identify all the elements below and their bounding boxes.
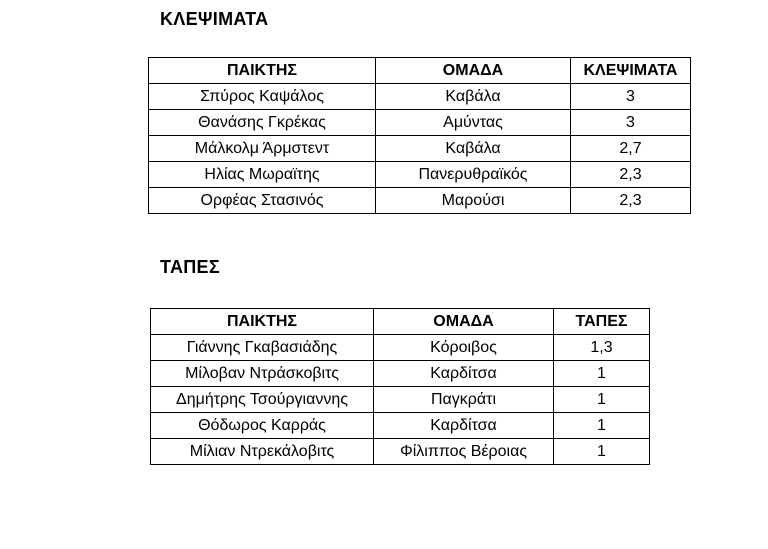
header-player: ΠΑΙΚΤΗΣ xyxy=(149,58,376,84)
header-player: ΠΑΙΚΤΗΣ xyxy=(151,309,374,335)
team-cell: Πανερυθραϊκός xyxy=(376,162,571,188)
table-row xyxy=(151,361,650,387)
player-cell: Σπύρος Καψάλος xyxy=(149,84,376,110)
table-row xyxy=(149,110,691,136)
stat-cell: 3 xyxy=(571,84,691,110)
player-cell: Ηλίας Μωραϊτης xyxy=(149,162,376,188)
stat-cell: 2,3 xyxy=(571,162,691,188)
player-cell: Μίλοβαν Ντράσκοβιτς xyxy=(151,361,374,387)
header-steals: ΚΛΕΨΙΜΑΤΑ xyxy=(571,58,691,84)
team-cell: Αμύντας xyxy=(376,110,571,136)
player-cell: Μάλκολμ Άρμστεντ xyxy=(149,136,376,162)
stat-cell: 1 xyxy=(554,439,650,465)
table-row xyxy=(151,439,650,465)
table-row xyxy=(149,188,691,214)
team-cell: Κόροιβος xyxy=(374,335,554,361)
team-cell: Παγκράτι xyxy=(374,387,554,413)
stat-cell: 1 xyxy=(554,413,650,439)
team-cell: Φίλιππος Βέροιας xyxy=(374,439,554,465)
player-cell: Μίλιαν Ντρεκάλοβιτς xyxy=(151,439,374,465)
stat-cell: 2,7 xyxy=(571,136,691,162)
blocks-table-body xyxy=(151,335,650,465)
steals-table-header-row xyxy=(149,58,691,84)
team-cell: Καρδίτσα xyxy=(374,413,554,439)
blocks-table xyxy=(150,308,650,465)
stat-cell: 1 xyxy=(554,387,650,413)
team-cell: Μαρούσι xyxy=(376,188,571,214)
steals-section-title: ΚΛΕΨΙΜΑΤΑ xyxy=(160,9,269,29)
stat-cell: 1,3 xyxy=(554,335,650,361)
team-cell: Καβάλα xyxy=(376,136,571,162)
team-cell: Καρδίτσα xyxy=(374,361,554,387)
player-cell: Δημήτρης Τσούργιαννης xyxy=(151,387,374,413)
player-cell: Θόδωρος Καρράς xyxy=(151,413,374,439)
team-cell: Καβάλα xyxy=(376,84,571,110)
table-row xyxy=(151,387,650,413)
stat-cell: 1 xyxy=(554,361,650,387)
table-row xyxy=(151,335,650,361)
blocks-section-title: ΤΑΠΕΣ xyxy=(160,257,220,277)
blocks-table-header-row xyxy=(151,309,650,335)
table-row xyxy=(149,162,691,188)
table-row xyxy=(149,136,691,162)
stat-cell: 2,3 xyxy=(571,188,691,214)
player-cell: Θανάσης Γκρέκας xyxy=(149,110,376,136)
table-row xyxy=(151,413,650,439)
stat-cell: 3 xyxy=(571,110,691,136)
player-cell: Γιάννης Γκαβασιάδης xyxy=(151,335,374,361)
header-blocks: ΤΑΠΕΣ xyxy=(554,309,650,335)
player-cell: Ορφέας Στασινός xyxy=(149,188,376,214)
steals-table xyxy=(148,57,691,214)
header-team: ΟΜΑΔΑ xyxy=(376,58,571,84)
table-row xyxy=(149,84,691,110)
header-team: ΟΜΑΔΑ xyxy=(374,309,554,335)
steals-table-body xyxy=(149,84,691,214)
